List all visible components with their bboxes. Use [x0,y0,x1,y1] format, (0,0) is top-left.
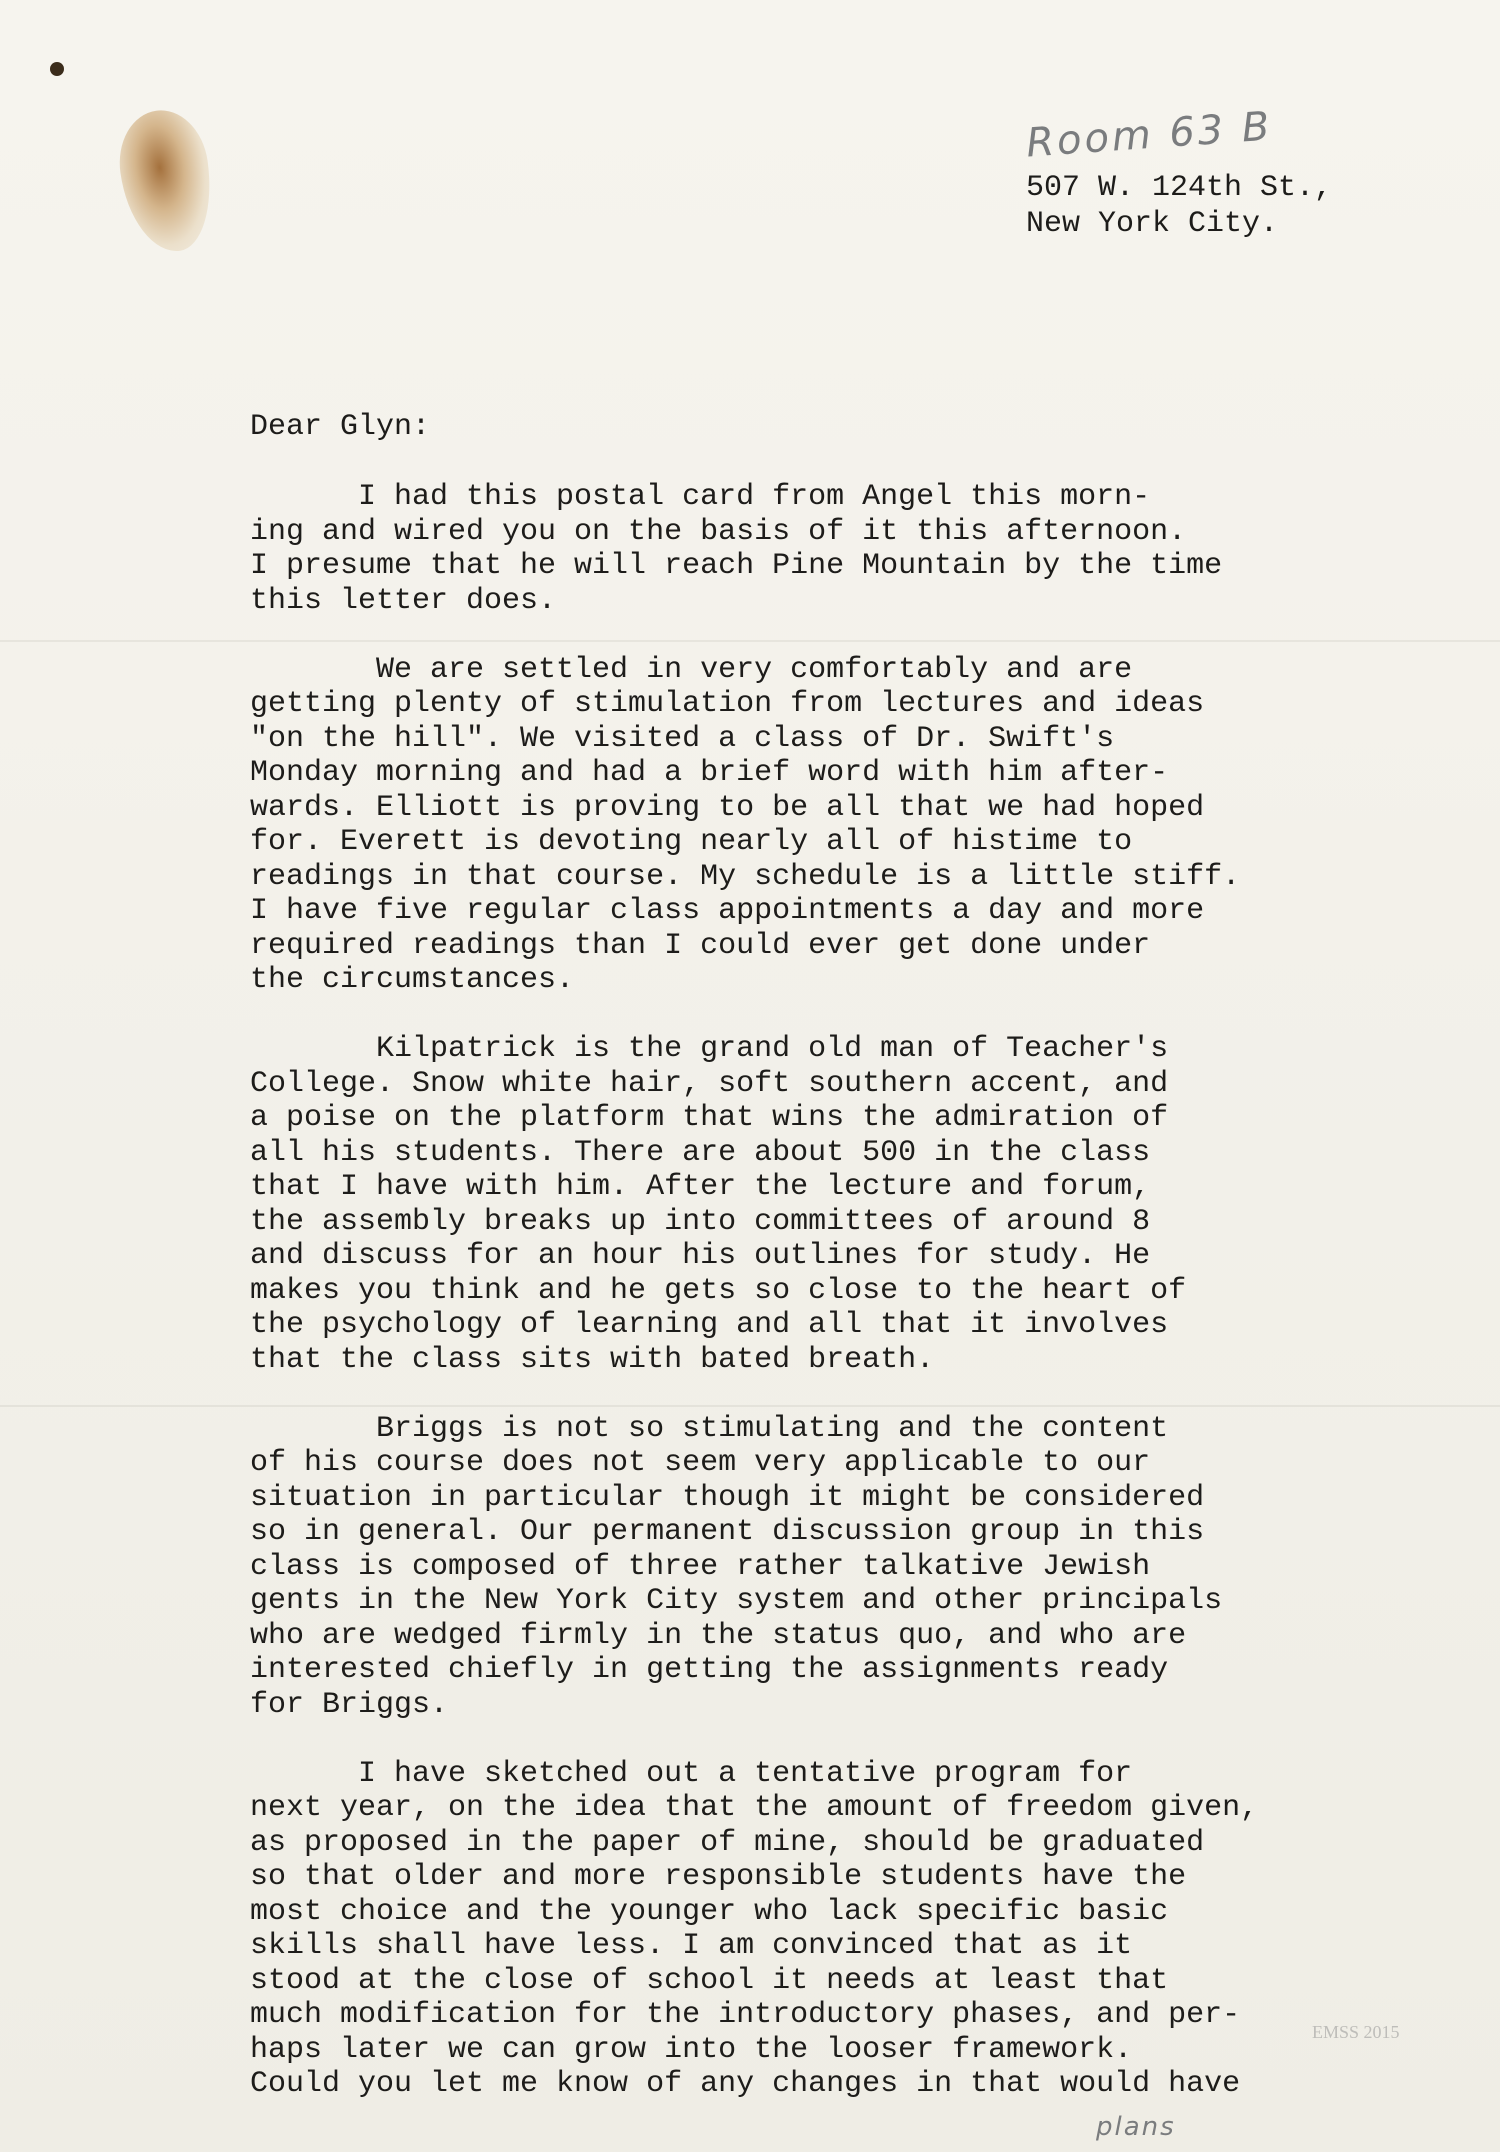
letter-body [250,480,1410,2136]
text-line: gents in the New York City system and other principals [250,1584,1223,1618]
text-line: I presume that he will reach Pine Mountain by the time [250,549,1223,583]
ink-speck [50,62,64,76]
text-line: required readings than I could ever get done under [250,928,1151,963]
text-line: for Briggs. [250,1687,449,1722]
archive-watermark: EMSS 2015 [1312,2022,1400,2042]
text-line: next year, on the idea that the amount of freedom given, [250,1791,1259,1825]
letter-paragraph [250,1757,1410,2102]
sender-address [1026,170,1332,242]
text-line: Could you let me know of any changes in that would have [250,2067,1241,2101]
text-line: skills shall have less. I am convinced that as it [250,1929,1133,1963]
text-line: this letter does. [250,583,557,618]
text-line: Monday morning and had a brief word with him after- [250,756,1169,790]
text-line: as proposed in the paper of mine, should be graduated [250,1825,1205,1860]
text-line: so that older and more responsible students have the [250,1860,1187,1894]
text-line: that I have with him. After the lecture and forum, [250,1170,1151,1204]
letter-paragraph [250,1412,1410,1723]
text-line: We are settled in very comfortably and are [250,652,1133,687]
text-line: I have sketched out a tentative program for [250,1756,1133,1791]
address-line: New York City. [1026,207,1279,241]
text-line: Kilpatrick is the grand old man of Teacher's [250,1032,1169,1066]
text-line: ing and wired you on the basis of it this afternoon. [250,514,1187,549]
text-line: situation in particular though it might be considered [250,1480,1205,1515]
letter-paragraph [250,653,1410,998]
text-line: the psychology of learning and all that it involves [250,1308,1169,1342]
text-line: so in general. Our permanent discussion group in this [250,1515,1205,1549]
text-line: and discuss for an hour his outlines for study. He [250,1239,1151,1273]
text-line: all his students. There are about 500 in the class [250,1135,1151,1170]
text-line: much modification for the introductory phases, and per- [250,1998,1241,2032]
text-line: haps later we can grow into the looser framework. [250,2032,1133,2067]
text-line: College. Snow white hair, soft southern accent, and [250,1066,1169,1101]
text-line: I had this postal card from Angel this morn- [250,480,1151,514]
text-line: readings in that course. My schedule is a little stiff. [250,859,1241,894]
letter-paragraph [250,480,1410,618]
handwritten-insert-note: plans [1096,2112,1176,2142]
text-line: of his course does not seem very applicable to our [250,1446,1151,1480]
text-line: most choice and the younger who lack specific basic [250,1894,1169,1929]
text-line: wards. Elliott is proving to be all that we had hoped [250,790,1205,825]
text-line: stood at the close of school it needs at least that [250,1963,1169,1998]
text-line: for. Everett is devoting nearly all of histime to [250,825,1133,859]
address-line: 507 W. 124th St., [1026,171,1333,205]
text-line: who are wedged firmly in the status quo, and who are [250,1618,1187,1653]
text-line: makes you think and he gets so close to the heart of [250,1273,1187,1308]
handwritten-room-note: Room 63 B [1024,103,1274,167]
text-line: interested chiefly in getting the assignments ready [250,1653,1169,1687]
text-line: the assembly breaks up into committees of around 8 [250,1204,1151,1239]
text-line: "on the hill". We visited a class of Dr. Swift's [250,721,1115,756]
text-line: that the class sits with bated breath. [250,1342,935,1377]
text-line: getting plenty of stimulation from lectures and ideas [250,687,1205,721]
text-line: the circumstances. [250,963,575,997]
text-line: I have five regular class appointments a day and more [250,894,1205,928]
text-line: Briggs is not so stimulating and the content [250,1411,1169,1446]
text-line: a poise on the platform that wins the admiration of [250,1101,1169,1135]
letter-paragraph [250,1032,1410,1377]
text-line: class is composed of three rather talkative Jewish [250,1549,1151,1584]
rust-stain [113,105,220,258]
salutation: Dear Glyn: [250,410,431,444]
